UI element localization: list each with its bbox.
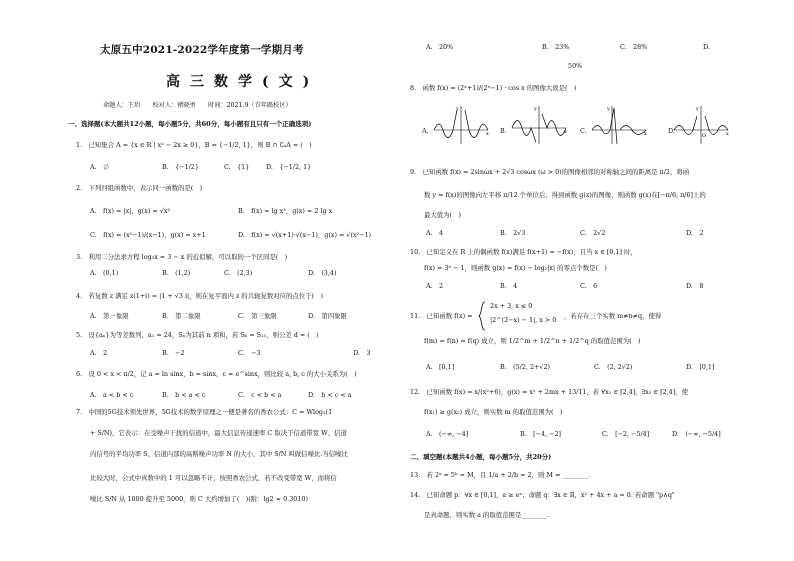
q4-option-d: D. 第四象限 [308, 312, 347, 320]
q10-option-b: B. 4 [500, 282, 518, 290]
q8-graph-b-x-label: x [564, 129, 567, 135]
q5-option-b: B. −2 [162, 349, 185, 357]
q10-option-c: C. 6 [580, 282, 598, 290]
question-4-stem: 4. 若复数 z 满足 z(1+i) = |1 + √3 i|，则在复平面内 z 的共轭复数对应的点位于( ) [76, 292, 323, 300]
q11-brace-icon [478, 301, 486, 331]
question-7-line-5: 噪比 S/N 从 1000 提升至 5000，则 C 大约增加了( )(附：lg2 ≈ 0.3010) [90, 495, 308, 503]
q11-option-a: A. [0,1] [426, 363, 455, 371]
exam-title: 太原五中2021-2022学年度第一学期月考 [100, 44, 304, 56]
q3-option-d: D. (3,4) [308, 269, 337, 277]
section-heading-choice: 一、选择题(本大题共12小题，每小题5分，共60分，每小题有且只有一个正确选项) [68, 120, 312, 128]
exam-meta: 命题人：王玥 校对人：褚晓勇 时间：2021.9（青年路校区） [103, 102, 292, 109]
q9-option-c: C. 2√2 [580, 229, 606, 237]
q1-option-a: A. ∅ [90, 163, 110, 171]
question-10-line-2: f(x) = 3ˣ − 1，则函数 g(x) = f(x) − log₂|x| 的零点个数是( ) [424, 264, 607, 272]
q5-option-d: D. 3 [353, 349, 371, 357]
question-7-line-1: 7. 中国的5G技术领先世界，5G技术的数学原理之一便是著名的香农公式：C = Wlog₂(1 [76, 408, 333, 416]
question-11-suffix: ，若存在三个实数 m≠n≠q，使得 [564, 312, 662, 320]
q8-graph-c-x-label: x [644, 131, 647, 137]
q4-option-b: B. 第二象限 [162, 312, 201, 320]
q8-option-b: B. [500, 127, 507, 135]
q1-option-b: B. {−1/2} [162, 163, 199, 171]
q2-option-d: D. f(x) = √(x+1)·√(x−1)，g(x) = √(x²−1) [238, 231, 372, 239]
q1-option-d: D. {−1/2, 1} [266, 163, 312, 171]
left-column [68, 0, 398, 561]
q8-graph-a [432, 104, 490, 146]
question-2-stem: 2. 下列四组函数中，表示同一函数的是( ) [76, 184, 203, 192]
q7-option-b: B. 23% [542, 43, 570, 51]
q8-graph-b [510, 104, 568, 146]
q2-option-b: B. f(x) = lg x²，g(x) = 2 lg x [238, 207, 333, 215]
section-heading-fill-blank: 二、填空题(本题共4小题，每小题5分，共20分) [410, 453, 552, 461]
q11-option-d: D. [0,1] [686, 363, 715, 371]
q3-option-b: B. (1,2) [162, 269, 191, 277]
q7-option-a: A. 20% [426, 43, 454, 51]
question-10-line-1: 10. 已知定义在 R 上的偶函数 f(x)满足 f(x+1) = −f(x)，且当 x ∈ [0,1] 时， [410, 248, 637, 256]
q8-graph-c-y-label: y [607, 106, 610, 112]
q10-option-a: A. 2 [426, 282, 444, 290]
question-9-line-2: 数 y = f(x)的图像向左平移 π/12 个单位后，得到函数 g(x)的图像，则函数 g(x)在[−π/6, π/6]上的 [424, 191, 706, 199]
q2-option-c: C. f(x) = (x²−1)/(x−1)，g(x) = x+1 [90, 231, 206, 239]
q4-option-c: C. 第三象限 [238, 312, 277, 320]
question-12-line-1: 12. 已知函数 f(x) = x/(x²+6)，g(x) = x² + 2mx + 13/11，若 ∀x₁ ∈ [2,4]，∃x₂ ∈ [2,4]，使 [410, 388, 689, 396]
q6-option-a: A. a < b < c [90, 391, 134, 399]
question-11-line-2: f(m) = f(n) = f(q) 成立，则 1/2^m + 1/2^n + 1/2^q 的取值范围为( ) [424, 337, 641, 345]
q8-graph-a-x-label: x [486, 131, 489, 137]
q8-option-c: C. [580, 127, 587, 135]
question-11-prefix: 11. 已知函数 f(x) = [410, 312, 473, 320]
q4-option-a: A. 第一象限 [90, 312, 129, 320]
q12-option-d: D. (−∞, −5/4] [672, 430, 721, 438]
q7-option-d: D. [703, 43, 710, 51]
q12-option-b: B. [−4, −2] [520, 430, 562, 438]
q8-graph-d-y-label: y [696, 106, 699, 112]
q6-option-c: C. c < b < a [238, 391, 282, 399]
question-3-stem: 3. 利用二分法求方程 log₃x = 3 − x 的近似解，可以取的一个区间是( ) [76, 253, 288, 261]
q10-option-d: D. 8 [686, 282, 704, 290]
question-7-line-2: + S/N)，它表示：在受噪声干扰的信道中，最大信息传递速率 C 取决于信道带宽 W、信道 [90, 429, 347, 437]
question-13: 13. 若 2ᵃ = 5ᵇ = M，且 1/a + 2/b = 2，则 M = ________. [410, 471, 590, 479]
q5-option-a: A. 2 [90, 349, 108, 357]
q9-option-d: D. 2 [686, 229, 704, 237]
q11-option-b: B. (5/2, 2+√2) [500, 363, 551, 371]
question-11-case-1: 2x + 3, x ≤ 0 [490, 302, 533, 310]
question-12-line-2: f(x₁) ≥ g(x₂) 成立，则实数 m 的取值范围为( ) [424, 408, 563, 416]
q8-graph-a-y-label: y [456, 106, 459, 112]
question-6-stem: 6. 设 0 < x < π/2，记 a = ln sinx，b = sinx，c = e^sinx，则比较 a, b, c 的大小关系为( ) [76, 370, 357, 378]
question-9-line-3: 最大值为( ) [424, 211, 461, 219]
q8-graph-d-origin-label: O [702, 133, 707, 139]
question-1-stem: 1. 已知集合 A = {x ∈ R | x² − 2x ≥ 0}，B = {−1/2, 1}，则 B ∩ ∁ₐA = ( ) [76, 141, 312, 149]
q8-graph-c [590, 104, 648, 146]
question-14-line-2: 是真命题，则实数 a 的取值范围是________. [424, 511, 549, 519]
q6-option-b: B. b < a < c [162, 391, 206, 399]
right-column [410, 0, 728, 561]
q5-option-c: C. −3 [238, 349, 261, 357]
q8-option-d: D. [668, 127, 675, 135]
question-7-line-4: 比较大时，公式中真数中的 1 可以忽略不计，按照香农公式，若不改变带宽 W，而将信 [90, 474, 337, 482]
q7-option-d-value: 50% [568, 62, 583, 70]
q9-option-a: A. 4 [426, 229, 444, 237]
q2-option-a: A. f(x) = |x|，g(x) = √x² [90, 207, 171, 215]
q12-option-a: A. (−∞, −4] [426, 430, 469, 438]
q8-graph-d [672, 104, 730, 146]
question-14-line-1: 14. 已知命题 p：∀x ∈ [0,1]，a ≥ eˣ；命题 q：∃x ∈ R，x² + 4x + a = 0. 若命题 "p∧q" [410, 491, 675, 499]
question-5-stem: 5. 设{aₙ}为等差数列，a₁ = 24，Sₙ为其前 n 项和，若 S₆ = S₁₁，则公差 d = ( ) [76, 331, 319, 339]
q3-option-a: A. (0,1) [90, 269, 119, 277]
question-9-line-1: 9. 已知函数 f(x) = 2sinωx + 2√3 cosωx (ω > 0)的图像相邻的对称轴之间的距离是 π/2，将函 [410, 168, 690, 176]
q8-graph-d-x-label: x [726, 131, 729, 137]
q9-option-b: B. 2√3 [500, 229, 526, 237]
q6-option-d: D. b < c < a [308, 391, 352, 399]
question-7-line-3: 内信号的平均功率 S、信道内部的高斯噪声功率 N 的大小，其中 S/N 叫做信噪比.当信噪比 [90, 450, 348, 458]
question-11-case-2: |2^(2−x) − 1|, x > 0 [490, 316, 557, 324]
q7-option-c: C. 28% [620, 43, 648, 51]
q8-option-a: A. [422, 127, 429, 135]
q8-graph-b-y-label: y [534, 106, 537, 112]
question-8-stem: 8. 函数 f(x) = (2ˣ+1)/(2ˣ−1) · cos x 的图像大致是( ) [410, 84, 577, 92]
q3-option-c: C. (2,3) [224, 269, 253, 277]
exam-subtitle: 高三数学(文) [166, 74, 320, 90]
q11-option-c: C. (2, 2√2) [594, 363, 633, 371]
q1-option-c: C. {1} [224, 163, 250, 171]
q12-option-c: C. [−2, −5/4] [602, 430, 650, 438]
